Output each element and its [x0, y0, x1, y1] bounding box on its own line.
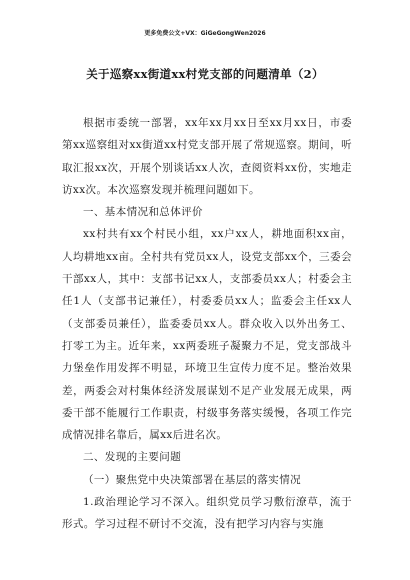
- document-title: 关于巡察xx街道xx村党支部的问题清单（2）: [86, 67, 324, 81]
- document-body: [62, 112, 352, 536]
- basic-info-paragraph: xx村共有xx个村民小组，xx户xx人，耕地面积xx亩，人均耕地xx亩。全村共有党员xx人，设党支部xx个，三委会干部xx人，其中：支部书记xx人，支部委员xx人；村委会主任1人（支部书记兼任），村委委员xx人；监委会主任xx人（支部委员兼任），监委委员xx人。群众收入以外出务工、打零工为主。近年来，xx两委班子凝聚力不足，党支部战斗力堡垒作用发挥不明显，环境卫生宣传力度不足。整治效果差，两委会对村集体经济发展谋划不足产业发展无成果，两委干部不能履行工作职责，村级事务落实缓慢，各项工作完成情况排名靠后，属xx后进名次。: [62, 228, 352, 442]
- section-heading-basic-info: 一、基本情况和总体评价: [83, 206, 203, 219]
- header-note: 更多免费公文+VX：GiGeGongWen2026: [144, 30, 266, 37]
- intro-paragraph: 根据市委统一部署，xx年xx月xx日至xx月xx日，市委第xx巡察组对xx街道xx村党支部开展了常规巡察。期间，听取汇报xx次，开展个别谈话xx人次，查阅资料xx份，实地走访xx次。本次巡察发现并梳理问题如下。: [62, 117, 352, 196]
- item-1-paragraph: 1.政治理论学习不深入。组织党员学习敷衍潦草，流于形式。学习过程不研讨不交流，没有把学习内容与实施: [62, 496, 352, 531]
- section-heading-problems: 二、发现的主要问题: [83, 451, 182, 464]
- subsection-heading-1: （一）聚焦党中央决策部署在基层的落实情况: [83, 473, 301, 486]
